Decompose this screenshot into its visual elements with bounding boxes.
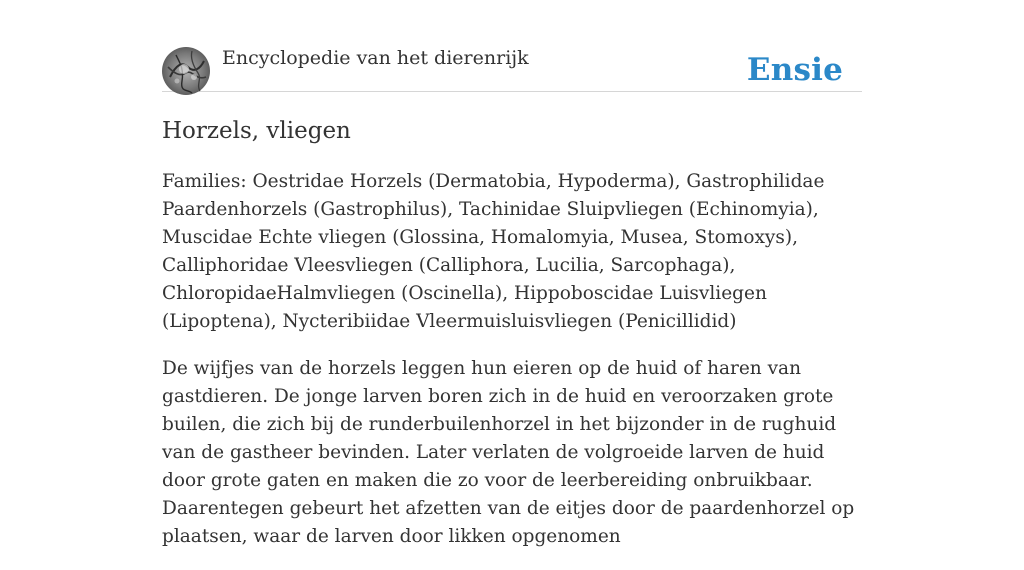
article-paragraph: Families: Oestridae Horzels (Dermatobia, Hypoderma), Gastrophilidae Paardenhorzels (Gastrophilus), Tachinidae Sluipvliegen (Echinomyia), Muscidae Echte vliegen (Glossina, Homalomyia, Musea, Stomoxys), Calliphoridae Vleesvliegen (Calliphora, Lucilia, Sarcophaga), ChloropidaeHalmvliegen (Oscinella), Hippoboscidae Luisvliegen (Lipoptena), Nycteribiidae Vleermuisluisvliegen (Penicillidid)	[162, 171, 825, 332]
header	[162, 0, 862, 92]
source-avatar[interactable]	[162, 47, 210, 95]
article-title: Horzels, vliegen	[162, 118, 351, 144]
brand-logo[interactable]: Ensie	[746, 52, 843, 88]
article-body	[162, 168, 862, 570]
article-page	[162, 0, 862, 547]
article-paragraph: De wijfjes van de horzels leggen hun eieren op de huid of haren van gastdieren. De jonge larven boren zich in de huid en veroorzaken grote builen, die zich bij de runderbuilenhorzel in het bijzonder in de rughuid van de gastheer bevinden. Later verlaten de volgroeide larven de huid door grote gaten en maken die zo voor de leerbereiding onbruikbaar. Daarentegen gebeurt het afzetten van de eitjes door de paardenhorzel op plaatsen, waar de larven door likken opgenomen	[162, 358, 855, 547]
source-name[interactable]: Encyclopedie van het dierenrijk	[222, 47, 529, 69]
engraving-icon	[162, 47, 210, 95]
